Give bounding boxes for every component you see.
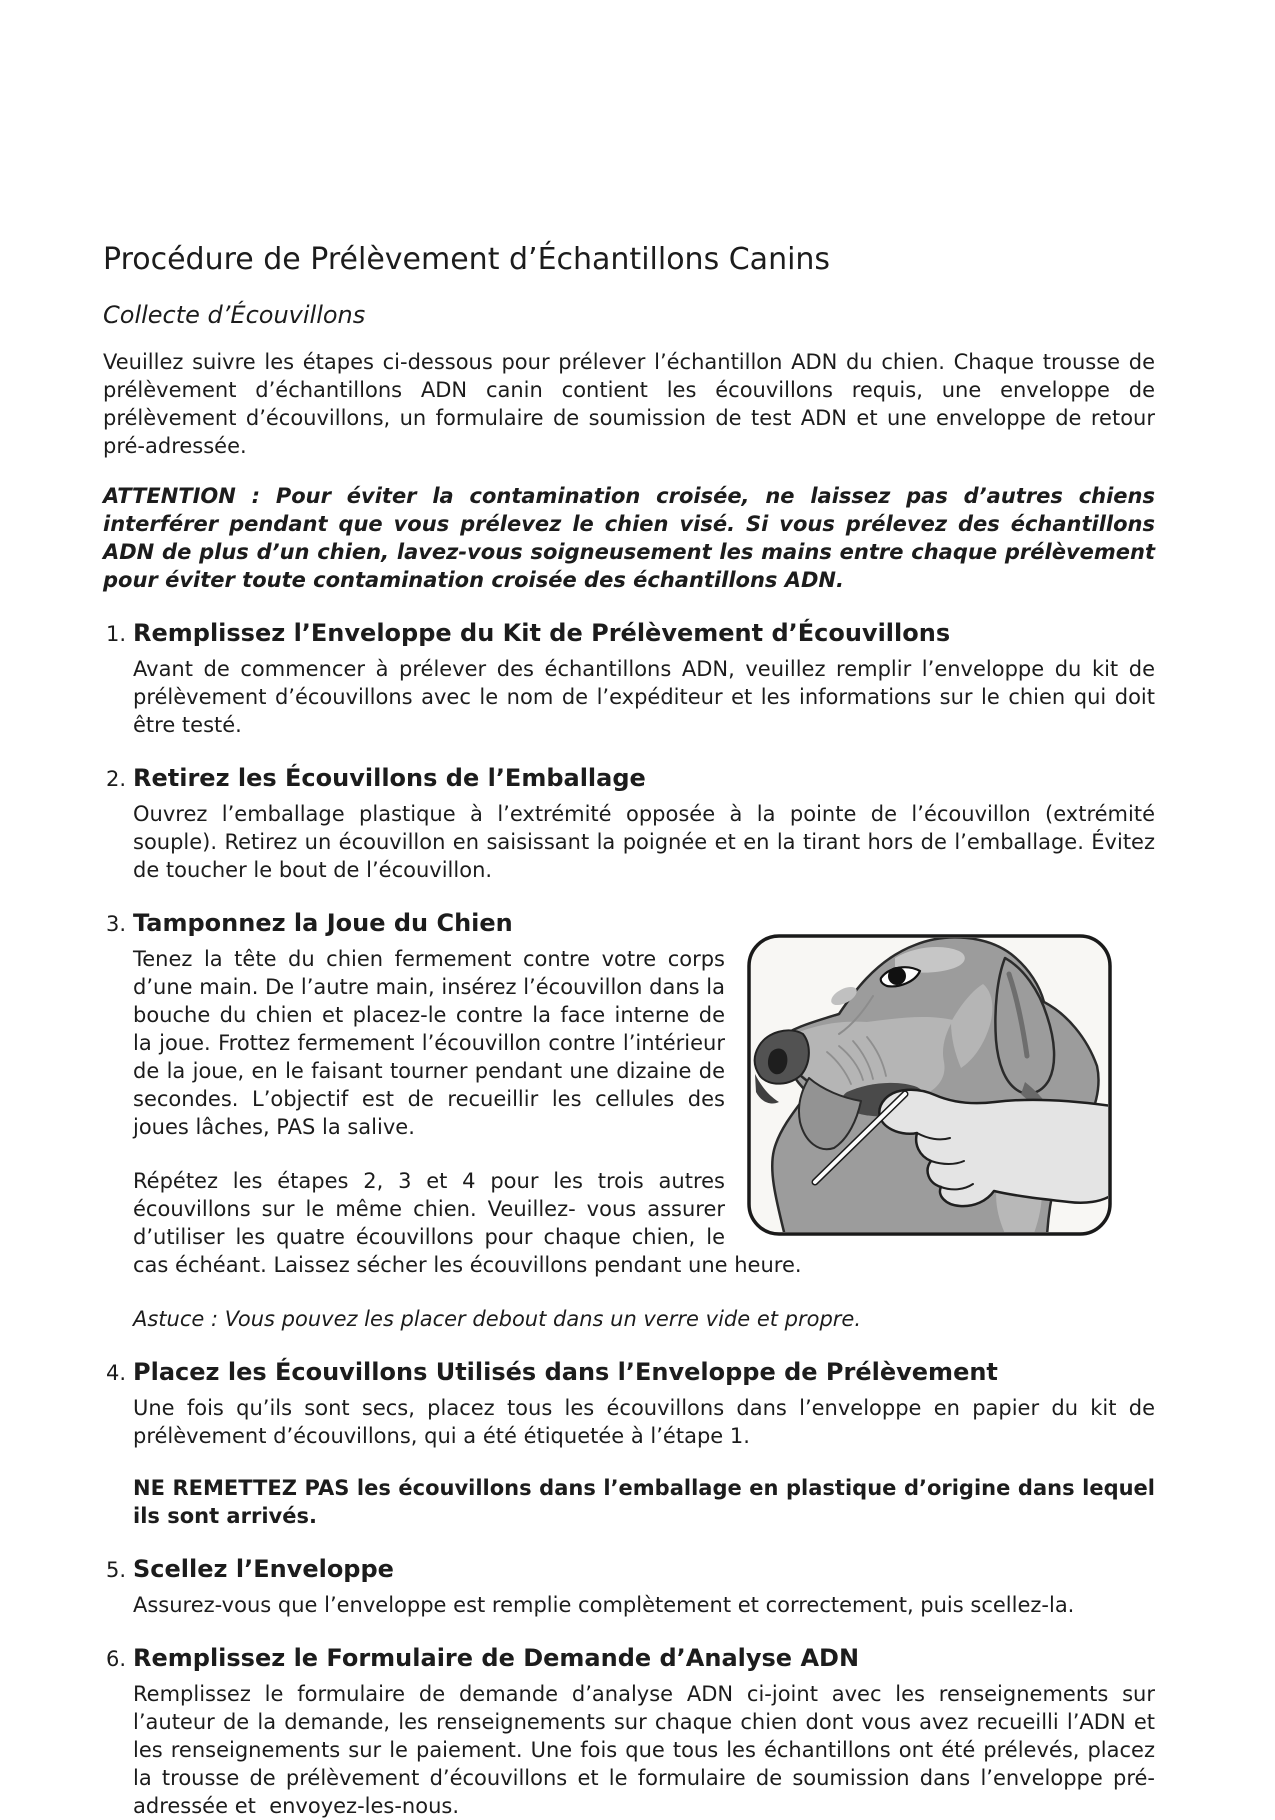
page-subtitle: Collecte d’Écouvillons	[103, 301, 366, 329]
step-title: Remplissez le Formulaire de Demande d’Analyse ADN	[133, 1644, 860, 1672]
step-item-5	[103, 1554, 1155, 1619]
step-body: Remplissez le formulaire de demande d’analyse ADN ci-joint avec les renseignements sur l’auteur de la demande, les renseignements sur chaque chien dont vous avez recueilli l’ADN et les renseignements sur le paiement. Une fois que tous les échantillons ont été prélevés, placez la trousse de prélèvement d’écouvillons et le formulaire de soumission dans l’enveloppe pré-adressée et envoyez-les-nous.	[133, 1682, 1155, 1818]
step-number: 4.	[106, 1361, 127, 1385]
step-heading	[103, 1643, 1155, 1674]
step-warning-note: NE REMETTEZ PAS les écouvillons dans l’emballage en plastique d’origine dans lequel ils sont arrivés.	[133, 1476, 1155, 1528]
steps-list	[103, 618, 1155, 1820]
step-body: Assurez-vous que l’enveloppe est remplie complètement et correctement, puis scellez-la.	[133, 1593, 1075, 1617]
step-item-1	[103, 618, 1155, 739]
step-heading	[103, 1357, 1155, 1388]
step-title: Placez les Écouvillons Utilisés dans l’Enveloppe de Prélèvement	[133, 1358, 998, 1386]
step-body-continued: Répétez les étapes 2, 3 et 4 pour les trois autres écouvillons sur le même chien. Veuillez- vous assurer d’utiliser les quatre écouvillons pour chaque chien, le cas échéant. Laissez sécher les écouvillons pendant une heure.	[133, 1169, 802, 1277]
step-number: 1.	[106, 622, 127, 646]
step-title: Tamponnez la Joue du Chien	[133, 909, 513, 937]
step-number: 3.	[106, 912, 127, 936]
step-body: Une fois qu’ils sont secs, placez tous les écouvillons dans l’enveloppe en papier du kit de prélèvement d’écouvillons, qui a été étiquetée à l’étape 1.	[133, 1396, 1155, 1448]
step-heading	[103, 1554, 1155, 1585]
step-heading	[103, 908, 725, 939]
step-item-6	[103, 1643, 1155, 1820]
step-body: Tenez la tête du chien fermement contre votre corps d’une main. De l’autre main, insérez l’écouvillon dans la bouche du chien et placez-le contre la face interne de la joue. Frottez fermement l’écouvillon contre l’intérieur de la joue, en le faisant tourner pendant une dizaine de secondes. L’objectif est de recueillir les cellules des joues lâches, PAS la salive.	[133, 947, 725, 1139]
step-heading	[103, 763, 1155, 794]
step-item-3	[103, 908, 1155, 1333]
step-title: Remplissez l’Enveloppe du Kit de Prélèvement d’Écouvillons	[133, 619, 951, 647]
step-number: 5.	[106, 1558, 127, 1582]
step-title: Scellez l’Enveloppe	[133, 1555, 394, 1583]
dog-swab-illustration	[747, 934, 1112, 1236]
step-item-2	[103, 763, 1155, 884]
intro-paragraph: Veuillez suivre les étapes ci-dessous pour prélever l’échantillon ADN du chien. Chaque trousse de prélèvement d’échantillons ADN canin contient les écouvillons requis, une enveloppe de prélèvement d’écouvillons, un formulaire de soumission de test ADN et une enveloppe de retour pré-adressée.	[103, 350, 1155, 458]
step-body: Avant de commencer à prélever des échantillons ADN, veuillez remplir l’enveloppe du kit de prélèvement d’écouvillons avec le nom de l’expéditeur et les informations sur le chien qui doit être testé.	[133, 657, 1155, 737]
step-item-4	[103, 1357, 1155, 1530]
step-number: 6.	[106, 1647, 127, 1671]
step-heading	[103, 618, 1155, 649]
tip-line: Astuce : Vous pouvez les placer debout dans un verre vide et propre.	[133, 1307, 862, 1331]
page-title: Procédure de Prélèvement d’Échantillons Canins	[103, 242, 831, 277]
step-title: Retirez les Écouvillons de l’Emballage	[133, 764, 646, 792]
step-number: 2.	[106, 767, 127, 791]
step-body: Ouvrez l’emballage plastique à l’extrémité opposée à la pointe de l’écouvillon (extrémité souple). Retirez un écouvillon en saisissant la poignée et en la tirant hors de l’emballage. Évitez de toucher le bout de l’écouvillon.	[133, 802, 1155, 882]
warning-paragraph: ATTENTION : Pour éviter la contamination croisée, ne laissez pas d’autres chiens interférer pendant que vous prélevez le chien visé. Si vous prélevez des échantillons ADN de plus d’un chien, lavez-vous soigneusement les mains entre chaque prélèvement pour éviter toute contamination croisée des échantillons ADN.	[103, 484, 1155, 592]
